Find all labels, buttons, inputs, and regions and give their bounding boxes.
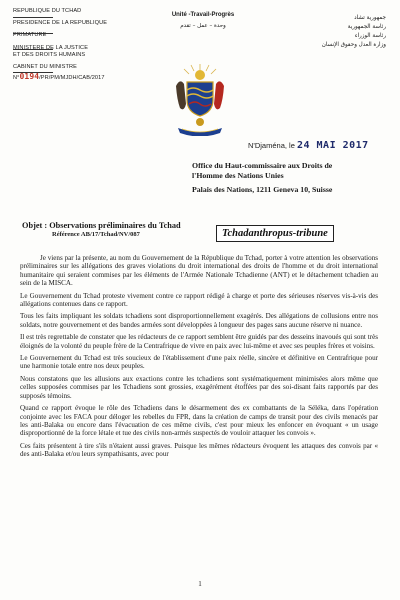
recipient-block bbox=[192, 161, 332, 195]
recipient-line-1: Office du Haut-commissaire aux Droits de bbox=[192, 161, 333, 170]
divider bbox=[13, 33, 53, 34]
motto: Unité -Travail-Progrès bbox=[171, 12, 235, 18]
ministry-line-1: MINISTERE DE LA JUSTICE bbox=[13, 44, 89, 51]
divider bbox=[13, 49, 53, 50]
subject-reference: Référence AB/17/Tchad/NV/087 bbox=[52, 231, 140, 238]
paragraph: Ces faits présentent à tire s'ils n'étaient aussi graves. Puisque les mêmes rédacteurs évoquent les attaques des convois par « des anti-Balaka et/ou leurs sympathisants, avec pour bbox=[20, 441, 378, 459]
paragraph: Tous les faits impliquant les soldats tchadiens sont disproportionnellement exagérés. Des allégations de collusions entre nos soldats, notre gouvernement et des bandes armées sont développées à longueur des pages sans aucune réserve ni nuance. bbox=[20, 312, 378, 329]
presidency-name-arabic: رئاسة الجمهورية bbox=[347, 24, 386, 30]
ref-suffix: /PR/PM/MJDH/CAB/2017 bbox=[39, 75, 105, 82]
primature-name-arabic: رئاسة الوزراء bbox=[354, 33, 386, 39]
divider bbox=[13, 17, 53, 18]
primature-name: PRIMATURE bbox=[13, 32, 47, 39]
date-stamp: 24 MAI 2017 bbox=[296, 140, 369, 151]
ref-handwritten-number: 0194 bbox=[19, 72, 40, 82]
recipient-line-3: Palais des Nations, 1211 Geneva 10, Suisse bbox=[192, 185, 333, 194]
letterhead-left bbox=[13, 8, 107, 82]
ref-prefix: N° bbox=[13, 75, 20, 82]
paragraph: Nous constatons que les allusions aux exactions contre les tchadiens sont systématiquement minimisées alors même que celles supposées commises par les Tchadiens sont grossies, exagérément étoffées par des soi-disant faits rapportés par des supposés témoins. bbox=[20, 374, 378, 400]
place-name: N'Djaména, le bbox=[248, 141, 295, 150]
page-number: 1 bbox=[198, 580, 202, 588]
presidency-name: PRESIDENCE DE LA REPUBLIQUE bbox=[13, 20, 108, 27]
paragraph: Le Gouvernement du Tchad proteste vivement contre ce rapport rédigé à charge et porte des sérieuses réserves vis-à-vis des allégations contenues dans ce rapport. bbox=[20, 291, 378, 309]
motto-arabic: وحدة – عمل – تقدم bbox=[180, 23, 226, 29]
subject-block bbox=[22, 221, 181, 238]
paragraph: Il est très regrettable de constater que les rédacteurs de ce rapport semblent être guidés par des desseins inavoués qui sont très éloignés de la volonté du peuple frère de la Centrafrique de vivre en paix avec lui-même et avec ses peuples frères et voisins. bbox=[20, 333, 378, 350]
divider bbox=[13, 72, 53, 73]
ministry-line-2: ET DES DROITS HUMAINS bbox=[13, 51, 86, 58]
cabinet-name: CABINET DU MINISTRE bbox=[13, 64, 77, 71]
date-line bbox=[248, 140, 369, 151]
ministry-name-arabic: وزارة العدل وحقوق الإنسان bbox=[321, 42, 386, 48]
paragraph: Je viens par la présente, au nom du Gouvernement de la République du Tchad, porter à votre attention les observations préliminaires sur les allégations des graves violations du droit international des droits de l'homme et du droit international humanitaire qui seraient commises par les éléments de l'Armée Nationale Tchadienne (ANT) et le détachement tchadien au sein de la MISCA. bbox=[20, 254, 378, 288]
letterhead-right-arabic bbox=[306, 14, 386, 50]
reference-number bbox=[13, 73, 107, 82]
watermark-label: Tchadanthropus-tribune bbox=[216, 225, 334, 242]
paragraph: Le Gouvernement du Tchad est très soucieux de l'établissement d'une paix réelle, sincère et définitive en Centrafrique pour une harmonie totale entre nos deux peuples. bbox=[20, 354, 378, 371]
coat-of-arms-emblem bbox=[172, 64, 228, 136]
letter-body bbox=[20, 254, 378, 463]
paragraph: Quand ce rapport évoque le rôle des Tchadiens dans le désarmement des ex combattants de la Séléka, dans l'opération conjointe avec les FACA pour déloger les rebelles du FPR, dans la création de camps de transit pour des civils menacés par les anti-Balaka ou encore dans l'évacuation de ces même civils, c'est pour mieux les enfoncer en évoquant « un usage disproportionné de la force létale et tue des civils non-armés suspectés de vouloir attaquer les convois ». bbox=[20, 404, 378, 438]
country-name: REPUBLIQUE DU TCHAD bbox=[13, 8, 82, 14]
subject-label: Objet : Observations préliminaires du Tchad bbox=[22, 221, 181, 230]
letterhead-center bbox=[148, 12, 258, 29]
country-name-arabic: جمهورية تشاد bbox=[354, 15, 386, 21]
recipient-line-2: l'Homme des Nations Unies bbox=[192, 171, 284, 180]
